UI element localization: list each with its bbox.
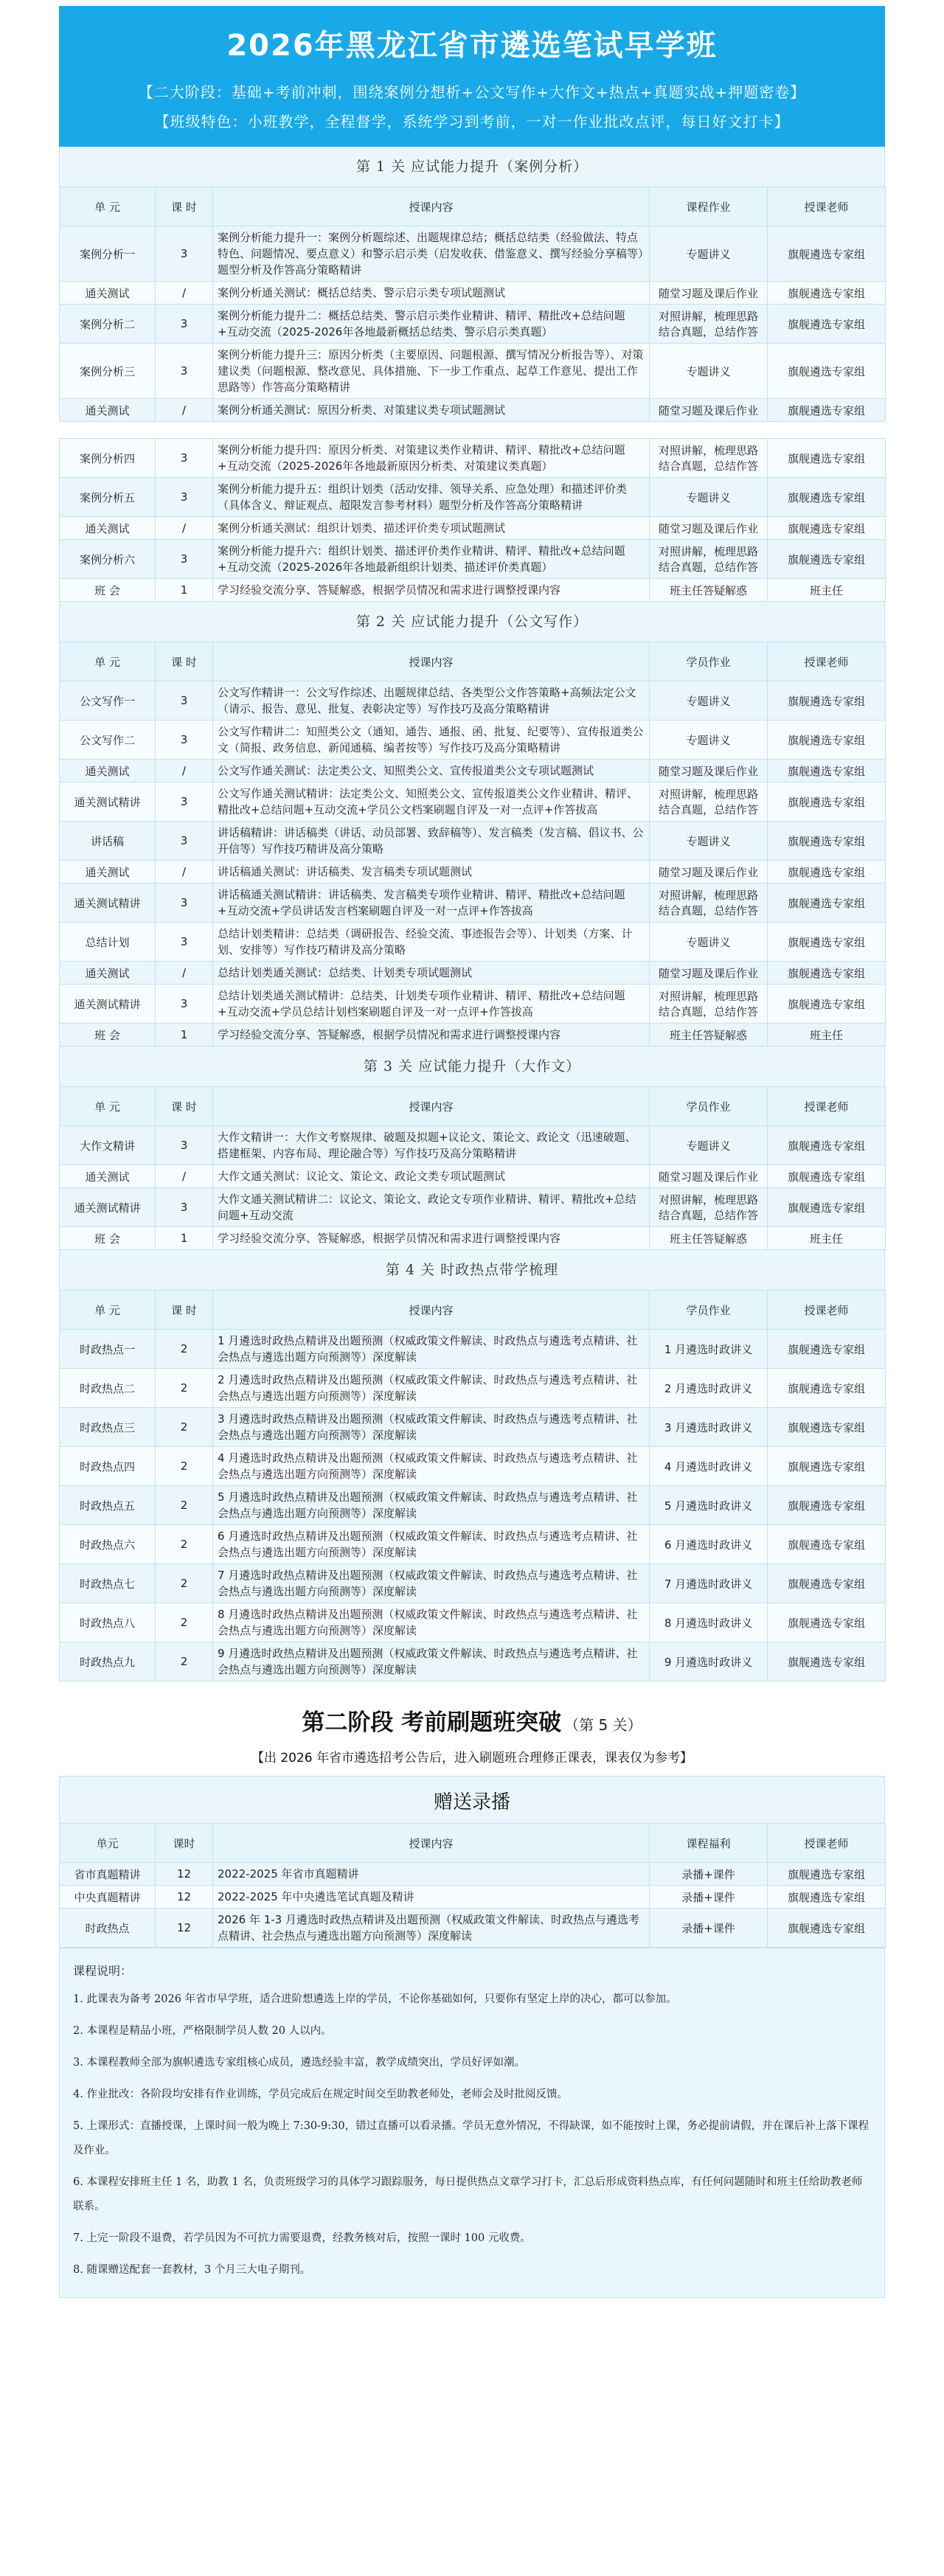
hours-cell: 3 xyxy=(156,681,213,721)
homework-cell: 随堂习题及课后作业 xyxy=(650,760,768,782)
table-row xyxy=(60,579,886,602)
content-cell: 总结计划类精讲：总结类（调研报告、经验交流、事迹报告会等）、计划类（方案、计划、安排等）写作技巧精讲及高分策略 xyxy=(213,923,650,962)
teacher-cell: 旗舰遴选专家组 xyxy=(768,760,886,782)
column-header: 授课老师 xyxy=(768,642,886,681)
homework-cell: 录播+课件 xyxy=(650,1886,768,1909)
homework-cell: 专题讲义 xyxy=(650,226,768,282)
teacher-cell: 旗舰遴选专家组 xyxy=(768,782,886,822)
table-row xyxy=(60,1408,886,1447)
hours-cell: 1 xyxy=(156,579,213,602)
note-item: 7. 上完一阶段不退费，若学员因为不可抗力需要退费，经教务核对后，按照一课时 100 元收费。 xyxy=(73,2232,531,2244)
homework-cell: 对照讲解，梳理思路结合真题，总结作答 xyxy=(650,782,768,822)
content-cell: 学习经验交流分享、答疑解惑，根据学员情况和需求进行调整授课内容 xyxy=(213,1024,650,1046)
content-cell: 案例分析能力提升四：原因分析类、对策建议类作业精讲、精评、精批改+总结问题+互动交流（2025-2026年各地最新原因分析类、对策建议类真题） xyxy=(213,439,650,478)
table-row xyxy=(60,883,886,923)
content-cell: 讲话稿通关测试精讲：讲话稿类、发言稿类专项作业精讲、精评、精批改+总结问题+互动交流+学员讲话发言档案刷题自评及一对一点评+作答拔高 xyxy=(213,883,650,923)
table-row xyxy=(60,1886,886,1909)
table-header-row xyxy=(60,1291,886,1330)
teacher-cell: 旗舰遴选专家组 xyxy=(768,517,886,540)
homework-cell: 随堂习题及课后作业 xyxy=(650,962,768,985)
unit-cell: 时政热点八 xyxy=(60,1603,156,1642)
content-cell: 案例分析能力提升六：组织计划类、描述评价类作业精讲、精评、精批改+总结问题+互动交流（2025-2026年各地最新组织计划类、描述评价类真题） xyxy=(213,540,650,579)
column-header: 单 元 xyxy=(60,1291,156,1330)
page xyxy=(59,0,885,2305)
teacher-cell: 旗舰遴选专家组 xyxy=(768,1863,886,1886)
table-row xyxy=(60,478,886,517)
unit-cell: 公文写作一 xyxy=(60,681,156,721)
unit-cell: 时政热点六 xyxy=(60,1525,156,1564)
hours-cell: 2 xyxy=(156,1447,213,1486)
teacher-cell: 旗舰遴选专家组 xyxy=(768,282,886,305)
content-cell: 9 月遴选时政热点精讲及出题预测（权威政策文件解读、时政热点与遴选考点精讲、社会热点与遴选出题方向预测等）深度解读 xyxy=(213,1642,650,1681)
schedule-table xyxy=(59,187,886,602)
unit-cell: 案例分析一 xyxy=(60,226,156,282)
column-header: 单 元 xyxy=(60,642,156,681)
table-row xyxy=(60,721,886,760)
homework-cell: 专题讲义 xyxy=(650,1126,768,1165)
course-sections xyxy=(59,147,885,1681)
teacher-cell: 旗舰遴选专家组 xyxy=(768,1188,886,1227)
table-row xyxy=(60,226,886,282)
column-header: 课 时 xyxy=(156,1291,213,1330)
table-row xyxy=(60,681,886,721)
hours-cell: 1 xyxy=(156,1227,213,1250)
table-row xyxy=(60,282,886,305)
table-row xyxy=(60,1447,886,1486)
unit-cell: 通关测试 xyxy=(60,399,156,422)
teacher-cell: 旗舰遴选专家组 xyxy=(768,923,886,962)
unit-cell: 通关测试 xyxy=(60,282,156,305)
hours-cell: / xyxy=(156,760,213,782)
unit-cell: 时政热点四 xyxy=(60,1447,156,1486)
homework-cell: 6 月遴选时政讲义 xyxy=(650,1525,768,1564)
homework-cell: 4 月遴选时政讲义 xyxy=(650,1447,768,1486)
unit-cell: 案例分析六 xyxy=(60,540,156,579)
unit-cell: 通关测试 xyxy=(60,517,156,540)
content-cell: 案例分析能力提升二：概括总结类、警示启示类作业精讲、精评、精批改+总结问题+互动交流（2025-2026年各地最新概括总结类、警示启示类真题） xyxy=(213,305,650,344)
content-cell: 2 月遴选时政热点精讲及出题预测（权威政策文件解读、时政热点与遴选考点精讲、社会热点与遴选出题方向预测等）深度解读 xyxy=(213,1369,650,1408)
hours-cell: 2 xyxy=(156,1369,213,1408)
table-header-row xyxy=(60,1087,886,1126)
homework-cell: 录播+课件 xyxy=(650,1909,768,1948)
section-title: 第 2 关 应试能力提升（公文写作） xyxy=(59,602,885,642)
table-header-row xyxy=(60,642,886,681)
homework-cell: 随堂习题及课后作业 xyxy=(650,399,768,422)
column-header: 课程福利 xyxy=(650,1824,768,1863)
unit-cell: 案例分析五 xyxy=(60,478,156,517)
teacher-cell: 旗舰遴选专家组 xyxy=(768,962,886,985)
unit-cell: 公文写作二 xyxy=(60,721,156,760)
content-cell: 案例分析能力提升三：原因分析类（主要原因、问题根源、撰写情况分析报告等）、对策建议类（问题根源、整改意见、具体措施、下一步工作重点、起草工作意见、提出工作思路等）作答高分策略精讲 xyxy=(213,344,650,399)
content-cell: 8 月遴选时政热点精讲及出题预测（权威政策文件解读、时政热点与遴选考点精讲、社会热点与遴选出题方向预测等）深度解读 xyxy=(213,1603,650,1642)
homework-cell: 8 月遴选时政讲义 xyxy=(650,1603,768,1642)
hours-cell: 2 xyxy=(156,1525,213,1564)
header-banner xyxy=(59,6,885,147)
table-row xyxy=(60,782,886,822)
hours-cell: 3 xyxy=(156,305,213,344)
table-row xyxy=(60,760,886,782)
content-cell: 总结计划类通关测试：总结类、计划类专项试题测试 xyxy=(213,962,650,985)
table-row xyxy=(60,1909,886,1948)
hours-cell: 3 xyxy=(156,822,213,861)
column-header: 授课老师 xyxy=(768,1824,886,1863)
homework-cell: 专题讲义 xyxy=(650,923,768,962)
teacher-cell: 旗舰遴选专家组 xyxy=(768,1486,886,1525)
content-cell: 7 月遴选时政热点精讲及出题预测（权威政策文件解读、时政热点与遴选考点精讲、社会热点与遴选出题方向预测等）深度解读 xyxy=(213,1564,650,1603)
unit-cell: 时政热点三 xyxy=(60,1408,156,1447)
table-row xyxy=(60,1330,886,1369)
unit-cell: 案例分析四 xyxy=(60,439,156,478)
homework-cell: 2 月遴选时政讲义 xyxy=(650,1369,768,1408)
teacher-cell: 旗舰遴选专家组 xyxy=(768,1165,886,1188)
hours-cell: 1 xyxy=(156,1024,213,1046)
hours-cell: 3 xyxy=(156,478,213,517)
gift-table xyxy=(59,1823,886,1948)
note-item: 6. 本课程安排班主任 1 名，助教 1 名，负责班级学习的具体学习跟踪服务，每日提供热点文章学习打卡，汇总后形成资料热点库，有任何问题随时和班主任给助教老师联系。 xyxy=(73,2176,863,2212)
table-row xyxy=(60,344,886,399)
table-row xyxy=(60,1603,886,1642)
content-cell: 案例分析通关测试：原因分析类、对策建议类专项试题测试 xyxy=(213,399,650,422)
table-row xyxy=(60,923,886,962)
content-cell: 案例分析通关测试：组织计划类、描述评价类专项试题测试 xyxy=(213,517,650,540)
column-header: 授课内容 xyxy=(213,1291,650,1330)
hours-cell: 2 xyxy=(156,1486,213,1525)
homework-cell: 录播+课件 xyxy=(650,1863,768,1886)
table-row xyxy=(60,1227,886,1250)
homework-cell: 1 月遴选时政讲义 xyxy=(650,1330,768,1369)
unit-cell: 省市真题精讲 xyxy=(60,1863,156,1886)
content-cell: 5 月遴选时政热点精讲及出题预测（权威政策文件解读、时政热点与遴选考点精讲、社会热点与遴选出题方向预测等）深度解读 xyxy=(213,1486,650,1525)
hours-cell: 2 xyxy=(156,1603,213,1642)
column-header: 单 元 xyxy=(60,1087,156,1126)
unit-cell: 通关测试精讲 xyxy=(60,782,156,822)
hours-cell: 2 xyxy=(156,1330,213,1369)
teacher-cell: 旗舰遴选专家组 xyxy=(768,399,886,422)
table-row xyxy=(60,985,886,1024)
hours-cell: 2 xyxy=(156,1642,213,1681)
unit-cell: 时政热点一 xyxy=(60,1330,156,1369)
hours-cell: 3 xyxy=(156,344,213,399)
hours-cell: 3 xyxy=(156,985,213,1024)
note-item: 5. 上课形式：直播授课，上课时间一般为晚上 7:30-9:30，错过直播可以看录播。学员无意外情况，不得缺课，如不能按时上课，务必提前请假，并在课后补上落下课程及作业。 xyxy=(73,2120,870,2156)
homework-cell: 对照讲解，梳理思路结合真题，总结作答 xyxy=(650,439,768,478)
course-notes xyxy=(59,1948,885,2298)
gap-cell xyxy=(60,422,886,439)
unit-cell: 案例分析二 xyxy=(60,305,156,344)
table-header-row xyxy=(60,187,886,226)
teacher-cell: 旗舰遴选专家组 xyxy=(768,1525,886,1564)
teacher-cell: 旗舰遴选专家组 xyxy=(768,721,886,760)
gift-title: 赠送录播 xyxy=(59,1776,885,1823)
unit-cell: 总结计划 xyxy=(60,923,156,962)
teacher-cell: 旗舰遴选专家组 xyxy=(768,1447,886,1486)
table-row xyxy=(60,962,886,985)
homework-cell: 对照讲解，梳理思路结合真题，总结作答 xyxy=(650,985,768,1024)
content-cell: 案例分析能力提升五：组织计划类（活动安排、领导关系、应急处理）和描述评价类（具体含义、辩证观点、超限发言参考材料）题型分析及作答高分策略精讲 xyxy=(213,478,650,517)
unit-cell: 通关测试精讲 xyxy=(60,883,156,923)
homework-cell: 随堂习题及课后作业 xyxy=(650,861,768,883)
unit-cell: 时政热点七 xyxy=(60,1564,156,1603)
unit-cell: 通关测试精讲 xyxy=(60,1188,156,1227)
column-header: 授课老师 xyxy=(768,1087,886,1126)
teacher-cell: 旗舰遴选专家组 xyxy=(768,1603,886,1642)
unit-cell: 时政热点二 xyxy=(60,1369,156,1408)
note-item: 4. 作业批改：各阶段均安排有作业训练，学员完成后在规定时间交至助教老师处，老师会及时批阅反馈。 xyxy=(73,2089,568,2100)
row-gap xyxy=(60,422,886,439)
unit-cell: 通关测试 xyxy=(60,760,156,782)
unit-cell: 班 会 xyxy=(60,1227,156,1250)
header-features-line: 【班级特色：小班教学，全程督学，系统学习到考前，一对一作业批改点评，每日好文打卡】 xyxy=(154,113,790,131)
homework-cell: 对照讲解，梳理思路结合真题，总结作答 xyxy=(650,305,768,344)
hours-cell: 3 xyxy=(156,883,213,923)
content-cell: 2022-2025 年中央遴选笔试真题及精讲 xyxy=(213,1886,650,1909)
unit-cell: 通关测试 xyxy=(60,1165,156,1188)
teacher-cell: 班主任 xyxy=(768,1227,886,1250)
teacher-cell: 旗舰遴选专家组 xyxy=(768,1642,886,1681)
hours-cell: / xyxy=(156,399,213,422)
stage2-note: 【出 2026 年省市遴选招考公告后，进入刷题班合理修正课表，课表仅为参考】 xyxy=(251,1751,693,1766)
teacher-cell: 旗舰遴选专家组 xyxy=(768,861,886,883)
notes-title: 课程说明： xyxy=(73,1964,133,1978)
unit-cell: 中央真题精讲 xyxy=(60,1886,156,1909)
content-cell: 大作文通关测试精讲二：议论文、策论文、政论文专项作业精讲、精评、精批改+总结问题+互动交流 xyxy=(213,1188,650,1227)
content-cell: 3 月遴选时政热点精讲及出题预测（权威政策文件解读、时政热点与遴选考点精讲、社会热点与遴选出题方向预测等）深度解读 xyxy=(213,1408,650,1447)
hours-cell: 12 xyxy=(156,1886,213,1909)
schedule-table xyxy=(59,1086,886,1250)
table-row xyxy=(60,439,886,478)
hours-cell: 3 xyxy=(156,923,213,962)
content-cell: 4 月遴选时政热点精讲及出题预测（权威政策文件解读、时政热点与遴选考点精讲、社会热点与遴选出题方向预测等）深度解读 xyxy=(213,1447,650,1486)
hours-cell: 3 xyxy=(156,721,213,760)
column-header: 课 时 xyxy=(156,187,213,226)
stage2-title: 第二阶段 考前刷题班突破 xyxy=(302,1709,562,1736)
table-row xyxy=(60,1369,886,1408)
table-row xyxy=(60,1188,886,1227)
teacher-cell: 旗舰遴选专家组 xyxy=(768,822,886,861)
content-cell: 1 月遴选时政热点精讲及出题预测（权威政策文件解读、时政热点与遴选考点精讲、社会热点与遴选出题方向预测等）深度解读 xyxy=(213,1330,650,1369)
hours-cell: / xyxy=(156,962,213,985)
table-row xyxy=(60,540,886,579)
column-header: 授课老师 xyxy=(768,1291,886,1330)
table-row xyxy=(60,861,886,883)
table-row xyxy=(60,1126,886,1165)
gift-table-header xyxy=(60,1824,886,1863)
table-row xyxy=(60,1642,886,1681)
hours-cell: 3 xyxy=(156,1126,213,1165)
content-cell: 大作文通关测试：议论文、策论文、政论文类专项试题测试 xyxy=(213,1165,650,1188)
unit-cell: 通关测试 xyxy=(60,861,156,883)
content-cell: 讲话稿通关测试：讲话稿类、发言稿类专项试题测试 xyxy=(213,861,650,883)
column-header: 授课内容 xyxy=(213,1824,650,1863)
table-row xyxy=(60,517,886,540)
table-row xyxy=(60,822,886,861)
column-header: 单元 xyxy=(60,1824,156,1863)
column-header: 学员作业 xyxy=(650,1087,768,1126)
teacher-cell: 旗舰遴选专家组 xyxy=(768,1126,886,1165)
content-cell: 6 月遴选时政热点精讲及出题预测（权威政策文件解读、时政热点与遴选考点精讲、社会热点与遴选出题方向预测等）深度解读 xyxy=(213,1525,650,1564)
teacher-cell: 旗舰遴选专家组 xyxy=(768,985,886,1024)
hours-cell: / xyxy=(156,517,213,540)
hours-cell: 12 xyxy=(156,1863,213,1886)
teacher-cell: 旗舰遴选专家组 xyxy=(768,1886,886,1909)
unit-cell: 时政热点九 xyxy=(60,1642,156,1681)
teacher-cell: 班主任 xyxy=(768,1024,886,1046)
homework-cell: 随堂习题及课后作业 xyxy=(650,1165,768,1188)
content-cell: 公文写作通关测试精讲：法定类公文、知照类公文、宣传报道类公文作业精讲、精评、精批改+总结问题+互动交流+学员公文档案刷题自评及一对一点评+作答拔高 xyxy=(213,782,650,822)
teacher-cell: 旗舰遴选专家组 xyxy=(768,883,886,923)
homework-cell: 9 月遴选时政讲义 xyxy=(650,1642,768,1681)
table-row xyxy=(60,1525,886,1564)
hours-cell: / xyxy=(156,861,213,883)
page-title: 2026年黑龙江省市遴选笔试早学班 xyxy=(226,29,718,63)
homework-cell: 随堂习题及课后作业 xyxy=(650,282,768,305)
hours-cell: 2 xyxy=(156,1408,213,1447)
hours-cell: 3 xyxy=(156,782,213,822)
note-item: 1. 此课表为备考 2026 年省市早学班，适合进阶想遴选上岸的学员，不论你基础如何，只要你有坚定上岸的决心，都可以参加。 xyxy=(73,1993,677,2005)
homework-cell: 专题讲义 xyxy=(650,721,768,760)
table-row xyxy=(60,399,886,422)
teacher-cell: 旗舰遴选专家组 xyxy=(768,681,886,721)
column-header: 单 元 xyxy=(60,187,156,226)
teacher-cell: 旗舰遴选专家组 xyxy=(768,344,886,399)
teacher-cell: 班主任 xyxy=(768,579,886,602)
homework-cell: 7 月遴选时政讲义 xyxy=(650,1564,768,1603)
column-header: 授课老师 xyxy=(768,187,886,226)
teacher-cell: 旗舰遴选专家组 xyxy=(768,1408,886,1447)
content-cell: 2026 年 1-3 月遴选时政热点精讲及出题预测（权威政策文件解读、时政热点与遴选考点精讲、社会热点与遴选出题方向预测等）深度解读 xyxy=(213,1909,650,1948)
column-header: 课程作业 xyxy=(650,187,768,226)
homework-cell: 班主任答疑解惑 xyxy=(650,1024,768,1046)
homework-cell: 3 月遴选时政讲义 xyxy=(650,1408,768,1447)
teacher-cell: 旗舰遴选专家组 xyxy=(768,439,886,478)
content-cell: 总结计划类通关测试精讲：总结类、计划类专项作业精讲、精评、精批改+总结问题+互动交流+学员总结计划档案刷题自评及一对一点评+作答拔高 xyxy=(213,985,650,1024)
section-title: 第 4 关 时政热点带学梳理 xyxy=(59,1250,885,1290)
homework-cell: 对照讲解，梳理思路结合真题，总结作答 xyxy=(650,540,768,579)
column-header: 课时 xyxy=(156,1824,213,1863)
hours-cell: 2 xyxy=(156,1564,213,1603)
homework-cell: 对照讲解，梳理思路结合真题，总结作答 xyxy=(650,883,768,923)
table-row xyxy=(60,1486,886,1525)
table-row xyxy=(60,305,886,344)
teacher-cell: 旗舰遴选专家组 xyxy=(768,478,886,517)
note-item: 8. 随课赠送配套一套教材，3 个月三大电子期刊。 xyxy=(73,2264,311,2276)
teacher-cell: 旗舰遴选专家组 xyxy=(768,305,886,344)
table-row xyxy=(60,1863,886,1886)
stage2-suffix: （第 5 关） xyxy=(564,1716,642,1734)
content-cell: 公文写作通关测试：法定类公文、知照类公文、宣传报道类公文专项试题测试 xyxy=(213,760,650,782)
homework-cell: 专题讲义 xyxy=(650,344,768,399)
section-title: 第 3 关 应试能力提升（大作文） xyxy=(59,1046,885,1086)
hours-cell: 3 xyxy=(156,1188,213,1227)
unit-cell: 案例分析三 xyxy=(60,344,156,399)
homework-cell: 专题讲义 xyxy=(650,822,768,861)
content-cell: 学习经验交流分享、答疑解惑，根据学员情况和需求进行调整授课内容 xyxy=(213,1227,650,1250)
content-cell: 公文写作精讲二：知照类公文（通知、通告、通报、函、批复、纪要等）、宣传报道类公文（简报、政务信息、新闻通稿、编者按等）写作技巧及高分策略精讲 xyxy=(213,721,650,760)
homework-cell: 随堂习题及课后作业 xyxy=(650,517,768,540)
column-header: 学员作业 xyxy=(650,1291,768,1330)
column-header: 授课内容 xyxy=(213,1087,650,1126)
content-cell: 2022-2025 年省市真题精讲 xyxy=(213,1863,650,1886)
table-row xyxy=(60,1165,886,1188)
column-header: 授课内容 xyxy=(213,187,650,226)
content-cell: 大作文精讲一：大作文考察规律、破题及拟题+议论文、策论文、政论文（迅速破题、搭建框架、内容布局、理论融合等）写作技巧及高分策略精讲 xyxy=(213,1126,650,1165)
teacher-cell: 旗舰遴选专家组 xyxy=(768,540,886,579)
homework-cell: 专题讲义 xyxy=(650,478,768,517)
hours-cell: 12 xyxy=(156,1909,213,1948)
content-cell: 公文写作精讲一：公文写作综述、出题规律总结、各类型公文作答策略+高频法定公文（请示、报告、意见、批复、表彰决定等）写作技巧及高分策略精讲 xyxy=(213,681,650,721)
column-header: 授课内容 xyxy=(213,642,650,681)
teacher-cell: 旗舰遴选专家组 xyxy=(768,1564,886,1603)
hours-cell: / xyxy=(156,1165,213,1188)
hours-cell: / xyxy=(156,282,213,305)
content-cell: 学习经验交流分享、答疑解惑，根据学员情况和需求进行调整授课内容 xyxy=(213,579,650,602)
content-cell: 案例分析能力提升一：案例分析题综述、出题规律总结；概括总结类（经验做法、特点特色、问题情况、要点意义）和警示启示类（启发收获、借鉴意义、撰写经验分享稿等）题型分析及作答高分策略精讲 xyxy=(213,226,650,282)
column-header: 学员作业 xyxy=(650,642,768,681)
unit-cell: 通关测试精讲 xyxy=(60,985,156,1024)
content-cell: 案例分析通关测试：概括总结类、警示启示类专项试题测试 xyxy=(213,282,650,305)
homework-cell: 专题讲义 xyxy=(650,681,768,721)
unit-cell: 班 会 xyxy=(60,579,156,602)
schedule-table xyxy=(59,642,886,1046)
column-header: 课 时 xyxy=(156,1087,213,1126)
hours-cell: 3 xyxy=(156,226,213,282)
hours-cell: 3 xyxy=(156,540,213,579)
unit-cell: 时政热点五 xyxy=(60,1486,156,1525)
note-item: 3. 本课程教师全部为旗帜遴选专家组核心成员，遴选经验丰富，教学成绩突出，学员好评如潮。 xyxy=(73,2057,525,2069)
homework-cell: 班主任答疑解惑 xyxy=(650,1227,768,1250)
unit-cell: 班 会 xyxy=(60,1024,156,1046)
unit-cell: 大作文精讲 xyxy=(60,1126,156,1165)
hours-cell: 3 xyxy=(156,439,213,478)
teacher-cell: 旗舰遴选专家组 xyxy=(768,226,886,282)
homework-cell: 班主任答疑解惑 xyxy=(650,579,768,602)
unit-cell: 通关测试 xyxy=(60,962,156,985)
table-row xyxy=(60,1024,886,1046)
homework-cell: 对照讲解，梳理思路结合真题，总结作答 xyxy=(650,1188,768,1227)
teacher-cell: 旗舰遴选专家组 xyxy=(768,1369,886,1408)
stage2-heading xyxy=(59,1681,885,1743)
notes-list xyxy=(73,1987,871,2282)
column-header: 课 时 xyxy=(156,642,213,681)
note-item: 2. 本课程是精品小班，严格限制学员人数 20 人以内。 xyxy=(73,2025,332,2037)
table-row xyxy=(60,1564,886,1603)
schedule-table xyxy=(59,1290,886,1681)
teacher-cell: 旗舰遴选专家组 xyxy=(768,1330,886,1369)
unit-cell: 时政热点 xyxy=(60,1909,156,1948)
section-title: 第 1 关 应试能力提升（案例分析） xyxy=(59,147,885,187)
homework-cell: 5 月遴选时政讲义 xyxy=(650,1486,768,1525)
header-stages-line: 【二大阶段：基础+考前冲刺，围绕案例分想析+公文写作+大作文+热点+真题实战+押题密卷】 xyxy=(138,83,806,101)
unit-cell: 讲话稿 xyxy=(60,822,156,861)
content-cell: 讲话稿精讲：讲话稿类（讲话、动员部署、致辞稿等）、发言稿类（发言稿、倡议书、公开信等）写作技巧精讲及高分策略 xyxy=(213,822,650,861)
teacher-cell: 旗舰遴选专家组 xyxy=(768,1909,886,1948)
